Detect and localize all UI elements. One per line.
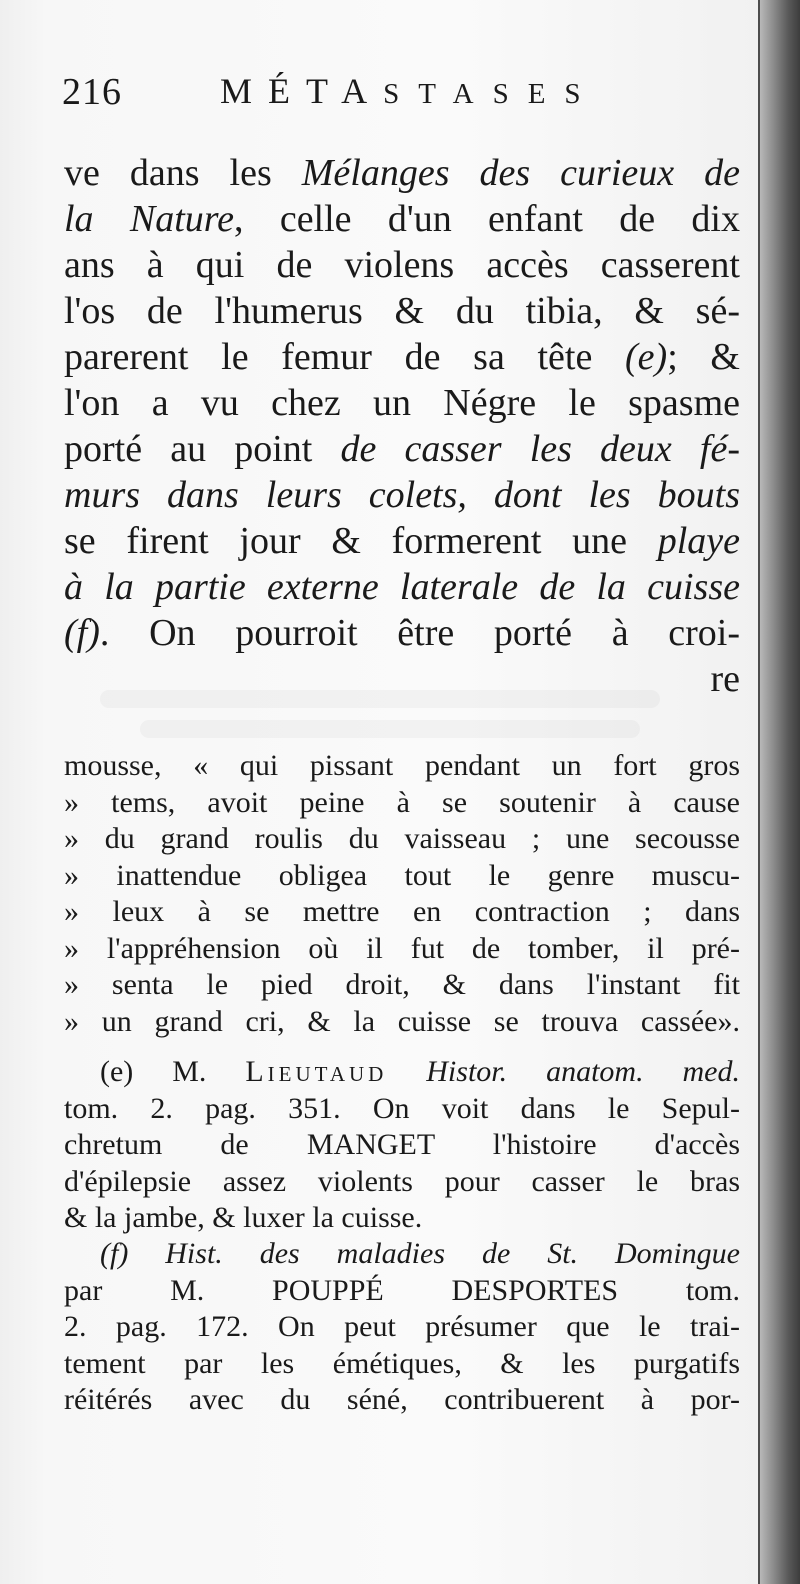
quote-line: » inattendue obligea tout le genre muscu- xyxy=(64,858,740,892)
text-line: se firent jour & formerent une playe xyxy=(64,520,740,562)
text-line: porté au point de casser les deux fé- xyxy=(64,428,740,470)
footnote-line: tement par les émétiques, & les purgatifs xyxy=(64,1346,740,1380)
text-line: l'on a vu chez un Négre le spasme xyxy=(64,382,740,424)
footnote-line: (f) Hist. des maladies de St. Domingue xyxy=(100,1237,740,1270)
text-line: murs dans leurs colets, dont les bouts xyxy=(64,474,740,516)
footnote-line: tom. 2. pag. 351. On voit dans le Sepul- xyxy=(64,1091,740,1125)
running-title xyxy=(220,70,600,112)
text-line: ans à qui de violens accès casserent xyxy=(64,244,740,286)
footnote-line: & la jambe, & luxer la cuisse. xyxy=(64,1201,423,1234)
quote-line: » l'appréhension où il fut de tomber, il pré- xyxy=(64,931,740,965)
footnote-line: chretum de MANGET l'histoire d'accès xyxy=(64,1128,740,1161)
text-line: à la partie externe laterale de la cuisse xyxy=(64,566,740,608)
text-line: la Nature, celle d'un enfant de dix xyxy=(64,198,740,240)
quote-line: mousse, « qui pissant pendant un fort gros xyxy=(64,749,740,782)
footnote-line: par M. POUPPÉ DESPORTES tom. xyxy=(64,1273,740,1307)
catchword: re xyxy=(710,658,740,700)
text-line: l'os de l'humerus & du tibia, & sé- xyxy=(64,290,740,332)
footnote-e xyxy=(64,1054,740,1237)
running-title-tail: STASES xyxy=(383,78,600,110)
footnote-line: 2. pag. 172. On peut présumer que le trai- xyxy=(64,1310,740,1343)
footnote-line: d'épilepsie assez violents pour casser le bras xyxy=(64,1164,740,1198)
quote-line: » senta le pied droit, & dans l'instant fit xyxy=(64,968,740,1001)
page-header xyxy=(62,70,702,120)
show-through xyxy=(140,720,640,738)
main-text xyxy=(64,150,740,702)
quote-line: » un grand cri, & la cuisse se trouva cassée». xyxy=(64,1004,740,1038)
running-title-main: MÉTA xyxy=(220,71,384,111)
quote-line: » du grand roulis du vaisseau ; une secousse xyxy=(64,822,740,855)
book-gutter xyxy=(760,0,800,1584)
text-line: parerent le femur de sa tête (e); & xyxy=(64,336,740,378)
footnote-f xyxy=(64,1236,740,1419)
footnote-ref-e: (e) xyxy=(625,336,668,378)
quote-line: » leux à se mettre en contraction ; dans xyxy=(64,895,740,928)
quote-line: » tems, avoit peine à se soutenir à cause xyxy=(64,785,740,819)
quoted-text xyxy=(64,748,740,1040)
page-number: 216 xyxy=(62,71,122,113)
footnote-ref-f: (f) xyxy=(64,612,100,654)
text-line: (f). On pourroit être porté à croi- xyxy=(64,612,740,654)
text-line: ve dans les Mélanges des curieux de xyxy=(64,152,740,194)
footnote-line: réitérés avec du séné, contribuerent à por- xyxy=(64,1383,740,1416)
footnote-line: (e) M. Lieutaud Histor. anatom. med. xyxy=(100,1055,740,1088)
